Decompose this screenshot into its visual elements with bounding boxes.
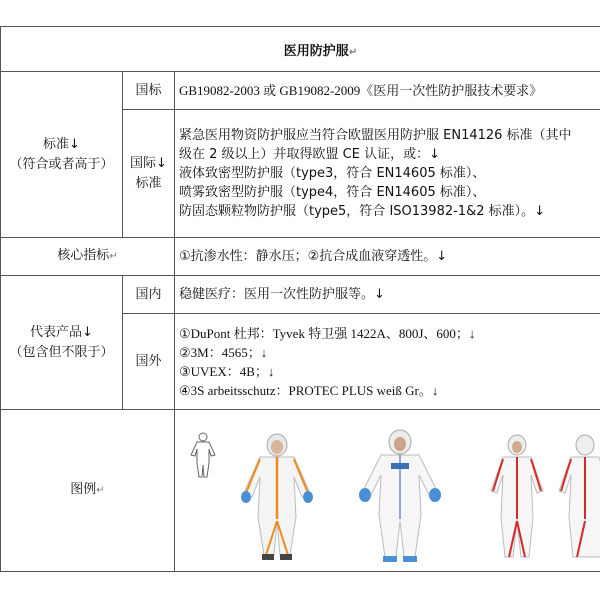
coverall-orange-tape-image <box>230 433 325 563</box>
products-label: 代表产品↓ （包含但不限于） <box>1 276 123 410</box>
foreign-label: 国外 <box>123 314 175 410</box>
domestic-label: 国内 <box>123 276 175 314</box>
standard-label: 标准↓ （符合或者高于） <box>1 72 123 238</box>
national-standard-label: 国标 <box>123 72 175 110</box>
intl-standard-text: 紧急医用物资防护服应当符合欧盟医用防护服 EN14126 标准（其中 级在 2 级以上）并取得欧盟 CE 认证，或：↓ 液体致密型防护服（type3，符合 EN14605 标准）、 喷雾致密型防护服（type4，符合 EN14605 标准）、 防固态颗粒物防护服（type5，符合 ISO13982-1&2 标准）。↓ <box>175 110 600 238</box>
coverall-blue-gloves-image <box>353 429 448 564</box>
domestic-products-text: 稳健医疗：医用一次性防护服等。↓ <box>175 276 600 314</box>
core-indicator-text: ①抗渗水性：静水压；②抗合成血液穿透性。↓ <box>175 238 600 276</box>
example-images-cell <box>175 410 600 572</box>
intl-standard-label: 国际↓ 标准 <box>123 110 175 238</box>
coverall-red-tape-image <box>487 433 600 563</box>
foreign-products-text: ①DuPont 杜邦：Tyvek 特卫强 1422A、800J、600；↓ ②3M：4565；↓ ③UVEX：4B；↓ ④3S arbeitsschutz：PROTEC PLUS weiß Gr。↓ <box>175 314 600 410</box>
spec-table <box>0 26 600 572</box>
core-indicator-label: 核心指标↵ <box>1 238 175 276</box>
example-label: 图例↵ <box>1 410 175 572</box>
table-title: 医用防护服↵ <box>1 27 600 72</box>
suit-sketch-image <box>183 431 223 481</box>
national-standard-text: GB19082-2003 或 GB19082-2009《医用一次性防护服技术要求》 <box>175 72 600 110</box>
